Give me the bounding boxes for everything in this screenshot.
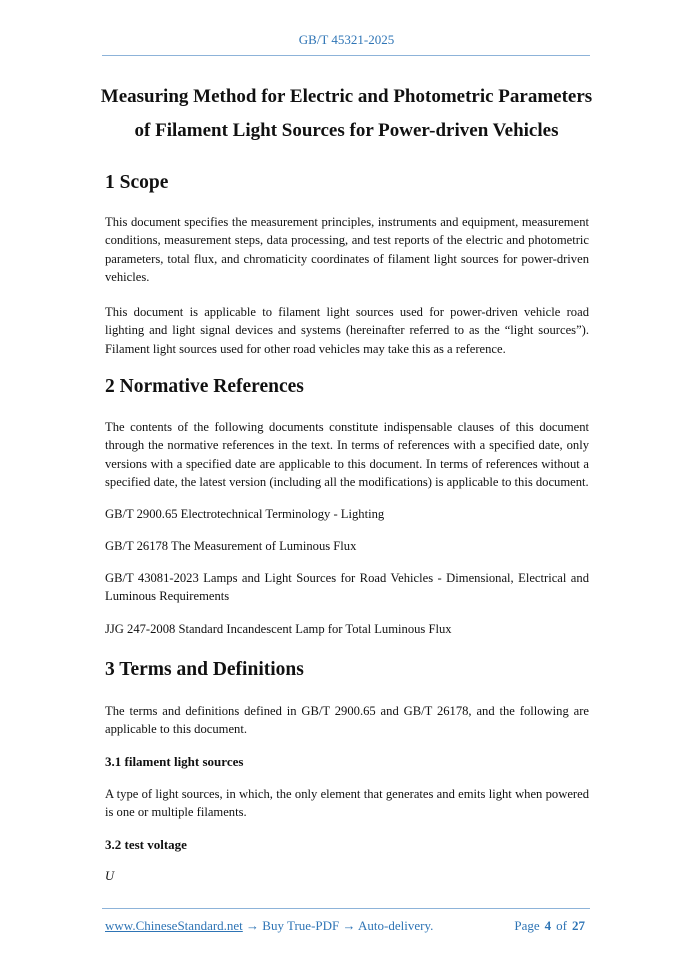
term-heading-3-1: 3.1 filament light sources xyxy=(105,754,244,769)
title-line-1: Measuring Method for Electric and Photometric Parameters xyxy=(100,86,593,107)
footer-link[interactable]: www.ChineseStandard.net xyxy=(105,918,243,933)
header-doc-code: GB/T 45321-2025 xyxy=(298,32,395,47)
page-label: Page xyxy=(514,918,540,933)
terms-intro: The terms and definitions defined in GB/T 2900.65 and GB/T 26178, and the following are applicable to this document. xyxy=(105,704,589,737)
scope-paragraph-1: This document specifies the measurement principles, instruments and equipment, measurement conditions, measurement steps, data processing, and test reports of the electric and photometric parameters, total flux, and chromaticity coordinates of filament light sources for power-driven vehicles. xyxy=(105,215,589,284)
page-number: 4 xyxy=(544,918,552,933)
footer xyxy=(105,918,589,934)
reference-item: GB/T 43081-2023 Lamps and Light Sources for Road Vehicles - Dimensional, Electrical and Luminous Requirements xyxy=(105,571,589,604)
heading-normative-references: 2 Normative References xyxy=(105,376,304,397)
scope-paragraph-2: This document is applicable to filament light sources used for power-driven vehicle road lighting and light signal devices and systems (hereinafter referred to as the “light sources”). Filament light sources used for other road vehicles may take this as a reference. xyxy=(105,305,589,356)
references-intro: The contents of the following documents constitute indispensable clauses of this document through the normative references in the text. In terms of references with a specified date, only versions with a specified date are applicable to this document. In terms of references without a specified date, the latest version (including all the modifications) is applicable to this document. xyxy=(105,420,589,489)
of-label: of xyxy=(556,918,567,933)
term-definition-3-1: A type of light sources, in which, the only element that generates and emits light when powered is one or multiple filaments. xyxy=(105,787,589,820)
page-total: 27 xyxy=(572,918,585,933)
heading-scope: 1 Scope xyxy=(105,172,169,193)
footer-promo xyxy=(105,918,433,934)
footer-text: → Buy True-PDF → Auto-delivery. xyxy=(246,918,434,933)
document-title xyxy=(60,80,633,148)
heading-terms-definitions: 3 Terms and Definitions xyxy=(105,659,304,680)
term-symbol-3-2: U xyxy=(105,869,115,883)
title-line-2: of Filament Light Sources for Power-driven Vehicles xyxy=(134,120,559,141)
page-indicator xyxy=(514,918,589,934)
term-heading-3-2: 3.2 test voltage xyxy=(105,837,187,852)
reference-item: GB/T 2900.65 Electrotechnical Terminology - Lighting xyxy=(105,507,385,521)
footer-divider xyxy=(102,908,590,909)
reference-item: GB/T 26178 The Measurement of Luminous Flux xyxy=(105,539,357,553)
reference-item: JJG 247-2008 Standard Incandescent Lamp for Total Luminous Flux xyxy=(105,622,452,636)
header-divider xyxy=(102,55,590,56)
